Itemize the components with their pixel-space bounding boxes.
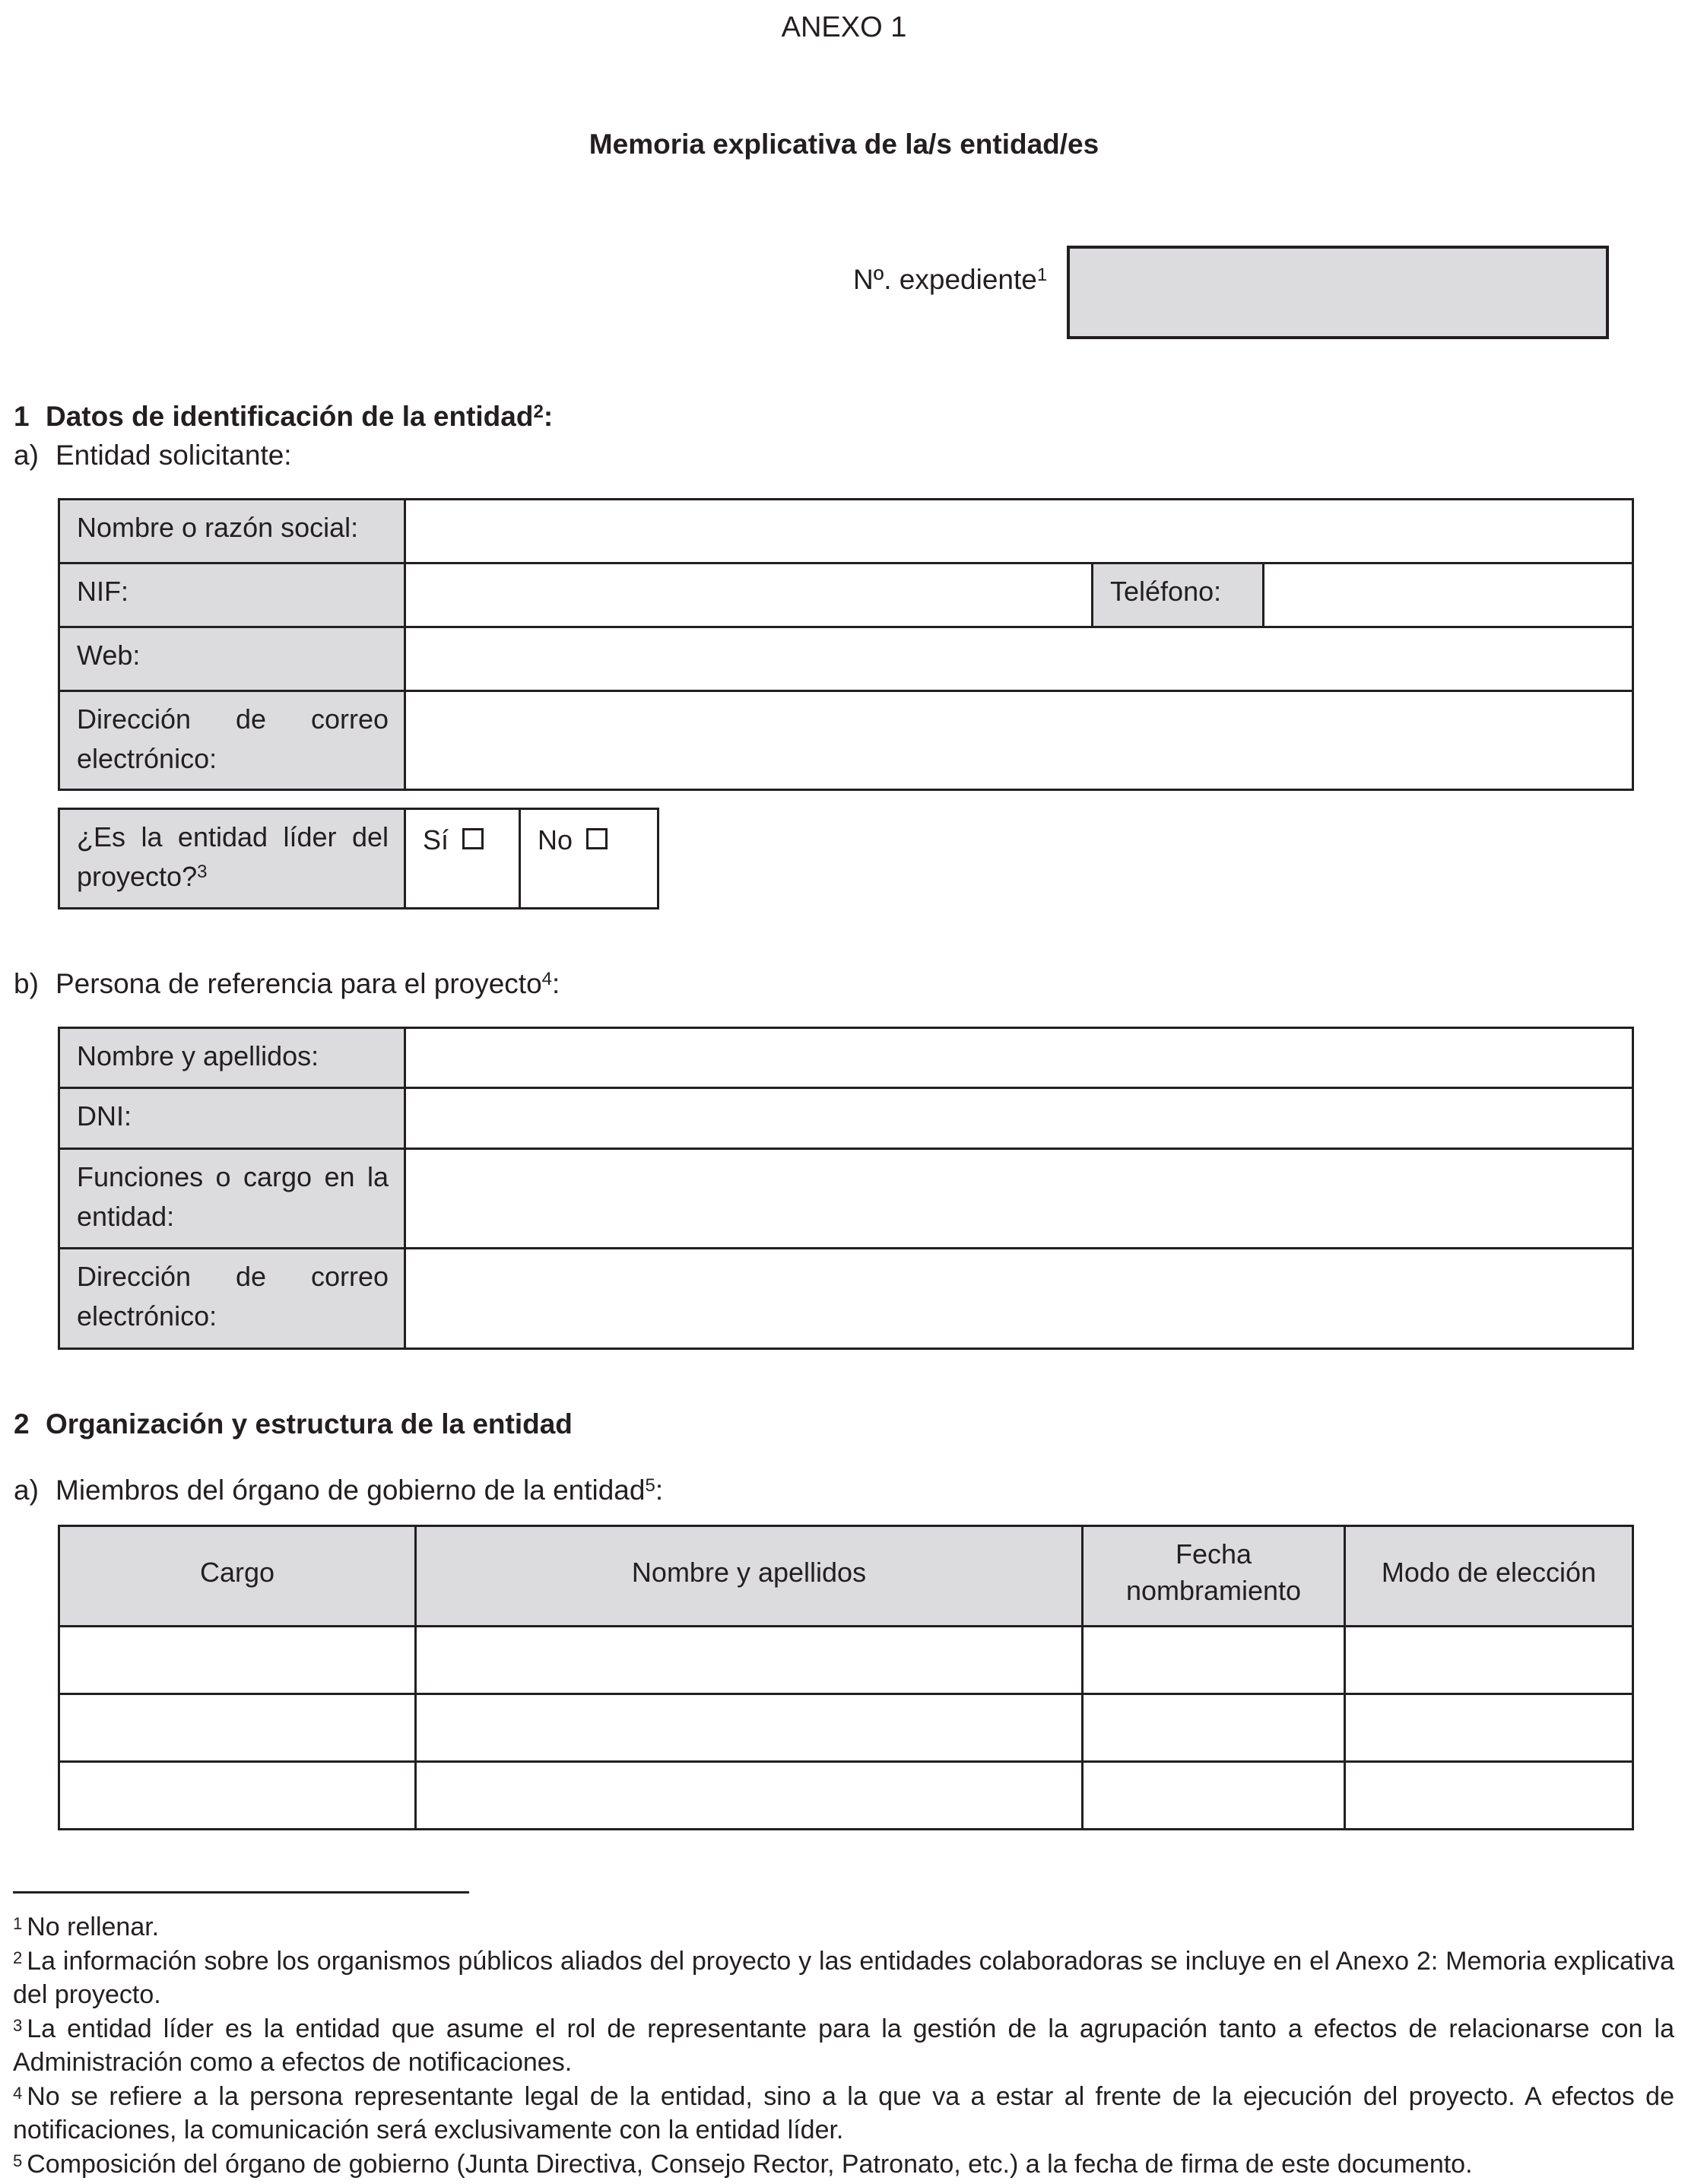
section-1a-marker: a) [14,440,39,471]
file-number-label [853,262,1047,298]
column-header-fecha: Fecha nombramiento [1083,1526,1345,1627]
footnote-number: 1 [13,1914,23,1933]
footnote-4 [13,2080,1674,2147]
leader-entity-table [58,808,659,909]
section-2a-title: Miembros del órgano de gobierno de la entidad [56,1475,646,1506]
cell-cargo[interactable] [59,1627,416,1694]
footnote-text: No se refiere a la persona representante legal de la entidad, sino a la que va a estar al frente de la ejecución del proyecto. A efectos de notificaciones, la comunicación será exclusivamente con la entidad líder. [13,2081,1674,2144]
section-2-heading [14,1406,573,1443]
footnote-separator [13,1891,469,1894]
person-email-label: Dirección de correo electrónico: [59,1249,405,1349]
cell-nombre[interactable] [416,1762,1083,1830]
footnote-ref-1[interactable]: 1 [1036,265,1048,285]
section-1b-title-suffix: : [552,968,560,999]
cell-fecha[interactable] [1083,1762,1345,1830]
footnote-text: Composición del órgano de gobierno (Junta Directiva, Consejo Rector, Patronato, etc.) a la fecha de firma de este documento. [27,2149,1473,2179]
cell-cargo[interactable] [59,1694,416,1762]
entity-nif-label: NIF: [59,563,405,627]
footnote-text: La entidad líder es la entidad que asume el rol de representante para la gestión de la agrupación tanto a efectos de relacionarse con la Administración como a efectos de notificaciones. [13,2014,1674,2077]
section-1b-heading [14,966,560,1002]
section-2a-heading [14,1472,663,1509]
section-1a-heading [14,437,292,474]
person-dni-label: DNI: [59,1088,405,1149]
entity-nif-field[interactable] [405,563,1093,627]
leader-no-label: No [538,824,573,856]
leader-yes-checkbox[interactable] [462,828,484,849]
person-fullname-label: Nombre y apellidos: [59,1028,405,1088]
section-2a-marker: a) [14,1475,39,1506]
entity-phone-label: Teléfono: [1093,563,1264,627]
footnote-ref-5[interactable]: 5 [645,1475,655,1496]
table-row [59,1627,1633,1694]
leader-yes-label: Sí [423,824,449,856]
section-1b-title: Persona de referencia para el proyecto [56,968,542,999]
person-dni-field[interactable] [405,1088,1633,1149]
leader-question-text: ¿Es la entidad líder del proyecto? [77,821,389,892]
column-header-cargo: Cargo [59,1526,416,1627]
reference-person-table [58,1027,1634,1350]
section-2-title: Organización y estructura de la entidad [46,1408,573,1440]
footnote-ref-2[interactable]: 2 [533,402,544,422]
footnote-number: 5 [13,2151,23,2170]
footnote-ref-4[interactable]: 4 [541,969,553,989]
annex-title: ANEXO 1 [781,11,907,43]
leader-question-label [59,809,405,909]
file-number-field[interactable] [1067,246,1609,339]
section-1-heading [14,398,553,435]
section-1-number: 1 [14,401,30,432]
section-2a-title-suffix: : [655,1475,664,1506]
leader-yes-option[interactable] [405,809,520,909]
footnote-number: 3 [13,2015,23,2035]
entity-name-label: Nombre o razón social: [59,500,405,563]
cell-modo[interactable] [1345,1694,1633,1762]
entity-name-field[interactable] [405,500,1633,563]
entity-email-label: Dirección de correo electrónico: [59,691,405,790]
table-header-row [59,1526,1633,1627]
table-row [59,1694,1633,1762]
section-1-title: Datos de identificación de la entidad [46,401,534,432]
footnote-number: 4 [13,2083,23,2103]
entity-web-field[interactable] [405,627,1633,691]
leader-no-option[interactable] [520,809,658,909]
governing-body-table [58,1525,1634,1830]
cell-nombre[interactable] [416,1694,1083,1762]
applicant-entity-table [58,498,1634,791]
section-2-number: 2 [14,1408,30,1440]
cell-modo[interactable] [1345,1762,1633,1830]
person-fullname-field[interactable] [405,1028,1633,1088]
cell-fecha[interactable] [1083,1694,1345,1762]
footnote-number: 2 [13,1948,23,1967]
entity-web-label: Web: [59,627,405,691]
entity-email-field[interactable] [405,691,1633,790]
entity-phone-field[interactable] [1264,563,1633,627]
footnote-2 [13,1944,1674,2012]
column-header-modo: Modo de elección [1345,1526,1633,1627]
section-1a-title: Entidad solicitante: [56,440,292,471]
footnote-text: No rellenar. [27,1913,160,1941]
footnote-5 [13,2147,1674,2182]
leader-no-checkbox[interactable] [586,828,608,849]
page-title: Memoria explicativa de la/s entidad/es [589,129,1099,160]
person-email-field[interactable] [405,1249,1633,1349]
footnote-text: La información sobre los organismos públicos aliados del proyecto y las entidades colaboradoras se incluye en el Anexo 2: Memoria explicativa del proyecto. [13,1946,1674,2009]
file-number-label-text: Nº. expediente [853,264,1037,295]
footnotes [13,1910,1674,2181]
person-role-field[interactable] [405,1149,1633,1249]
section-1b-marker: b) [14,968,39,999]
footnote-ref-3[interactable]: 3 [197,862,208,882]
section-1-title-suffix: : [543,401,554,432]
table-row [59,1762,1633,1830]
cell-nombre[interactable] [416,1627,1083,1694]
footnote-1 [13,1910,1674,1944]
cell-modo[interactable] [1345,1627,1633,1694]
person-role-label: Funciones o cargo en la entidad: [59,1149,405,1249]
column-header-nombre: Nombre y apellidos [416,1526,1083,1627]
cell-cargo[interactable] [59,1762,416,1830]
cell-fecha[interactable] [1083,1627,1345,1694]
footnote-3 [13,2012,1674,2080]
